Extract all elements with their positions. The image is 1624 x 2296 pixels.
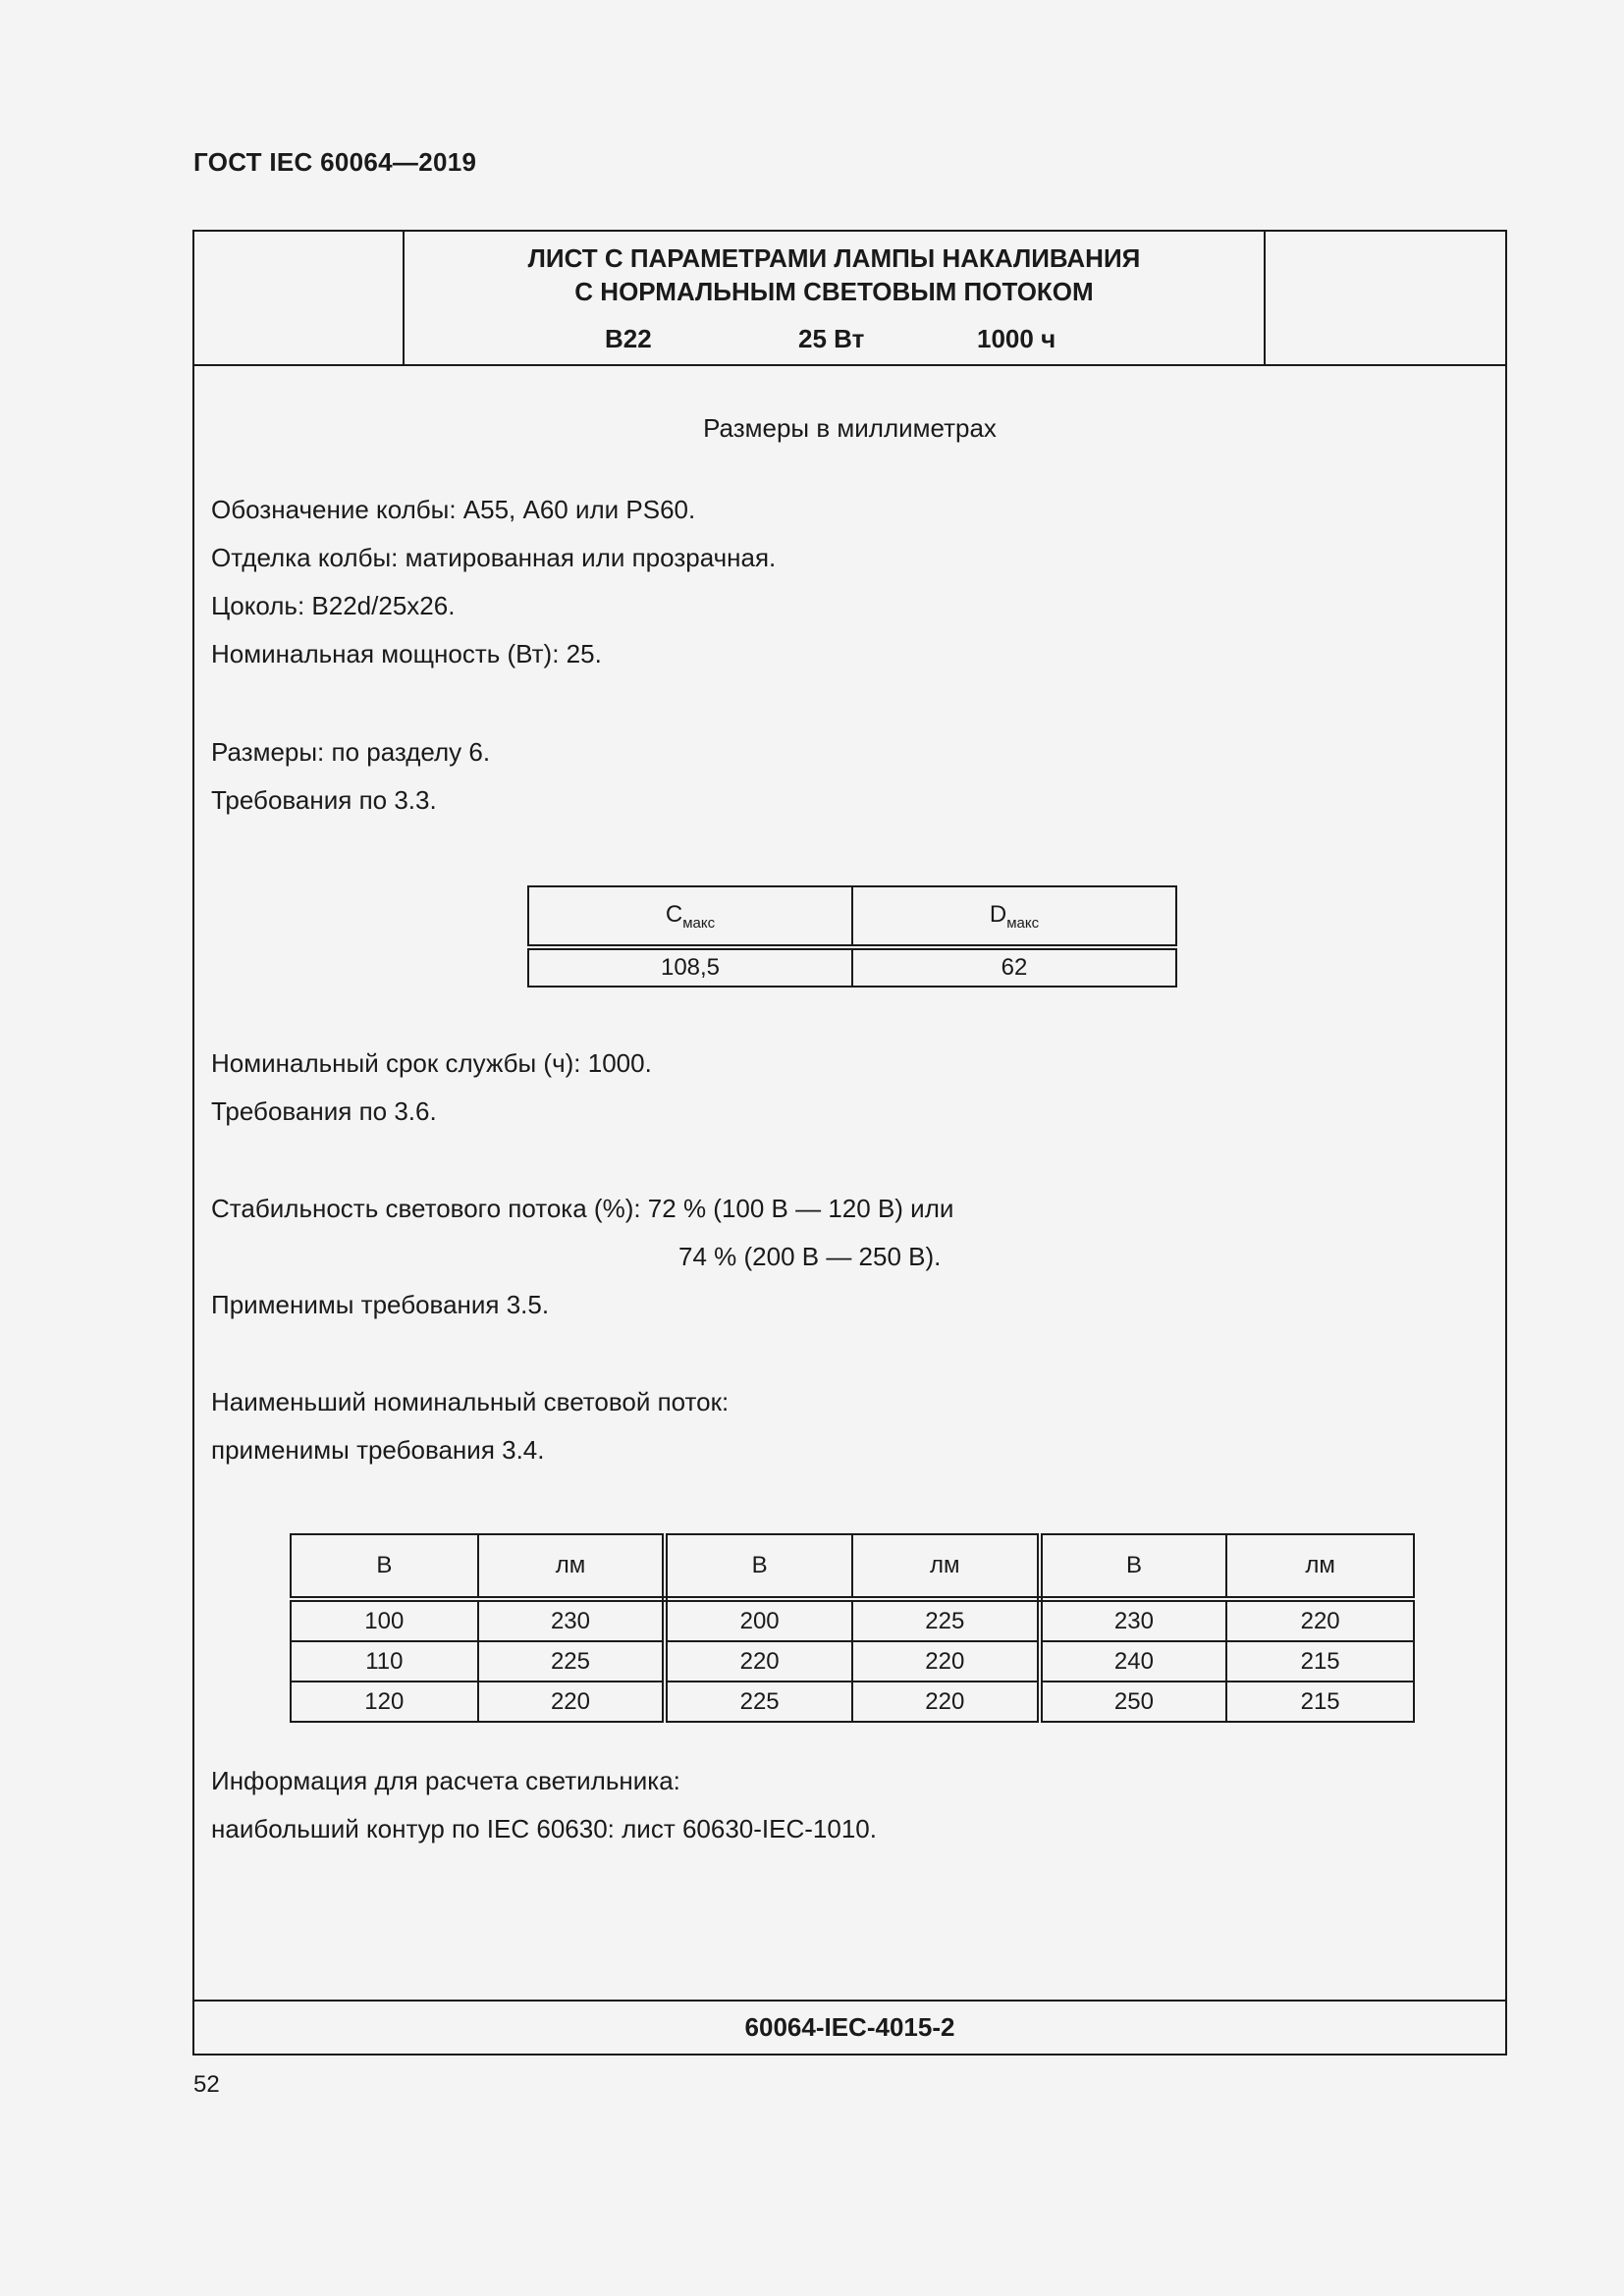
dimensions-ref: Размеры: по разделу 6.: [211, 737, 491, 767]
flux-cell: 250: [1040, 1682, 1227, 1722]
luminaire-info-line2: наибольший контур по IEC 60630: лист 60630-IEC-1010.: [211, 1814, 877, 1843]
flux-table: [290, 1533, 1415, 1723]
requirements-35: Применимы требования 3.5.: [211, 1290, 550, 1319]
param-life: 1000 ч: [977, 324, 1056, 353]
sheet-number: 60064-IEC-4015-2: [194, 2000, 1505, 2054]
table-row: [291, 1641, 1414, 1682]
flux-stability-line1: Стабильность светового потока (%): 72 % (100 В — 120 В) или: [211, 1194, 954, 1223]
sheet-header: [194, 232, 1505, 366]
header-right-cell: [1264, 232, 1505, 364]
document-header: ГОСТ IEC 60064—2019: [193, 147, 477, 177]
flux-header-cell: лм: [852, 1534, 1040, 1599]
dim-value-d: 62: [852, 947, 1176, 987]
requirements-36: Требования по 3.6.: [211, 1096, 437, 1126]
flux-cell: 225: [852, 1599, 1040, 1641]
requirements-33: Требования по 3.3.: [211, 785, 437, 815]
min-flux-line2: применимы требования 3.4.: [211, 1435, 545, 1465]
rated-wattage: Номинальная мощность (Вт): 25.: [211, 639, 602, 668]
param-power: 25 Вт: [798, 324, 865, 353]
flux-cell: 230: [1040, 1599, 1227, 1641]
flux-cell: 240: [1040, 1641, 1227, 1682]
dim-header-c: $C_{макс}$: [528, 886, 852, 947]
flux-cell: 100: [291, 1599, 478, 1641]
flux-cell: 215: [1226, 1641, 1414, 1682]
flux-stability-line2: 74 % (200 В — 250 В).: [678, 1242, 942, 1271]
dimensions-table: [527, 885, 1177, 988]
flux-cell: 220: [665, 1641, 852, 1682]
flux-cell: 220: [852, 1641, 1040, 1682]
flux-header-cell: лм: [478, 1534, 666, 1599]
units-note: Размеры в миллиметрах: [703, 413, 997, 443]
header-left-cell: [194, 232, 405, 364]
flux-header-cell: В: [1040, 1534, 1227, 1599]
dim-value-c: 108,5: [528, 947, 852, 987]
flux-cell: 225: [478, 1641, 666, 1682]
flux-cell: 220: [852, 1682, 1040, 1722]
table-row: [291, 1682, 1414, 1722]
flux-cell: 120: [291, 1682, 478, 1722]
table-row: [291, 1599, 1414, 1641]
flux-cell: 220: [1226, 1599, 1414, 1641]
flux-cell: 220: [478, 1682, 666, 1722]
page-number: 52: [193, 2071, 220, 2098]
min-flux-line1: Наименьший номинальный световой поток:: [211, 1387, 730, 1416]
bulb-designation: Обозначение колбы: А55, А60 или PS60.: [211, 495, 696, 524]
flux-header-cell: В: [291, 1534, 478, 1599]
flux-cell: 200: [665, 1599, 852, 1641]
bulb-finish: Отделка колбы: матированная или прозрачная.: [211, 543, 777, 572]
sheet-params: [405, 324, 1264, 355]
flux-header-cell: лм: [1226, 1534, 1414, 1599]
sheet-title-line2: С НОРМАЛЬНЫМ СВЕТОВЫМ ПОТОКОМ: [574, 277, 1094, 306]
flux-header-cell: В: [665, 1534, 852, 1599]
flux-cell: 110: [291, 1641, 478, 1682]
rated-life: Номинальный срок службы (ч): 1000.: [211, 1048, 652, 1078]
dim-header-d: $D_{макс}$: [852, 886, 1176, 947]
flux-cell: 215: [1226, 1682, 1414, 1722]
sheet-frame: [192, 230, 1507, 2056]
flux-cell: 230: [478, 1599, 666, 1641]
cap-type: Цоколь: B22d/25x26.: [211, 591, 456, 620]
header-center-cell: [405, 232, 1264, 364]
param-base: B22: [605, 324, 652, 353]
luminaire-info-line1: Информация для расчета светильника:: [211, 1766, 680, 1795]
flux-cell: 225: [665, 1682, 852, 1722]
sheet-title-line1: ЛИСТ С ПАРАМЕТРАМИ ЛАМПЫ НАКАЛИВАНИЯ: [527, 243, 1141, 273]
